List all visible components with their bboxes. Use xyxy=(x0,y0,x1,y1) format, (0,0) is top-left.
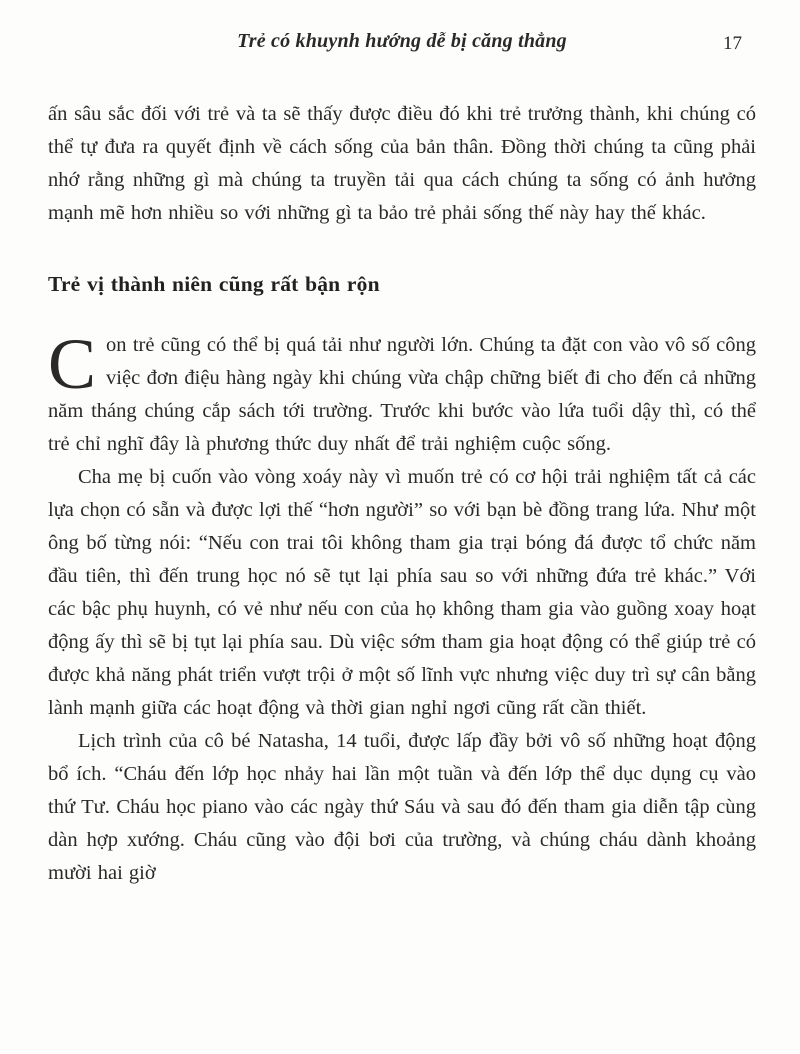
section-heading: Trẻ vị thành niên cũng rất bận rộn xyxy=(48,272,380,296)
drop-cap-letter: C xyxy=(48,324,97,404)
running-title: Trẻ có khuynh hướng dễ bị căng thẳng xyxy=(237,30,567,52)
paragraph: Cha mẹ bị cuốn vào vòng xoáy này vì muốn trẻ có cơ hội trải nghiệm tất cả các lựa chọn có sẵn và được lợi thế “hơn người” so với bạn bè đồng trang lứa. Như một ông bố từng nói: “Nếu con trai tôi không tham gia trại bóng đá được tổ chức năm đầu tiên, thì đến trung học nó sẽ tụt lại phía sau so với những đứa trẻ khác.” Với các bậc phụ huynh, có vẻ như nếu con của họ không tham gia vào guồng xoay hoạt động ấy thì sẽ bị tụt lại phía sau. Dù việc sớm tham gia hoạt động có thể giúp trẻ có được khả năng phát triển vượt trội ở một số lĩnh vực nhưng việc duy trì sự cân bằng lành mạnh giữa các hoạt động và thời gian nghỉ ngơi cũng rất cần thiết. xyxy=(48,466,756,719)
page-header xyxy=(48,30,756,64)
paragraph: Lịch trình của cô bé Natasha, 14 tuổi, được lấp đầy bởi vô số những hoạt động bổ ích. “Cháu đến lớp học nhảy hai lần một tuần và đến lớp thể dục dụng cụ vào thứ Tư. Cháu học piano vào các ngày thứ Sáu và sau đó đến tham gia diễn tập cùng dàn hợp xướng. Cháu cũng vào đội bơi của trường, và chúng cháu dành khoảng mười hai giờ xyxy=(48,730,756,884)
page-body xyxy=(48,98,756,890)
paragraph-dropcap xyxy=(48,324,756,461)
paragraph-text: on trẻ cũng có thể bị quá tải như người lớn. Chúng ta đặt con vào vô số công việc đơn điệu hàng ngày khi chúng vừa chập chững biết đi cho đến cả những năm tháng chúng cắp sách tới trường. Trước khi bước vào lứa tuổi dậy thì, có thể trẻ chỉ nghĩ đây là phương thức duy nhất để trải nghiệm cuộc sống. xyxy=(48,334,756,455)
page-number: 17 xyxy=(723,33,742,54)
paragraph-continuation: ấn sâu sắc đối với trẻ và ta sẽ thấy được điều đó khi trẻ trưởng thành, khi chúng có thể tự đưa ra quyết định về cách sống của bản thân. Đồng thời chúng ta cũng phải nhớ rằng những gì mà chúng ta truyền tải qua cách chúng ta sống có ảnh hưởng mạnh mẽ hơn nhiều so với những gì ta bảo trẻ phải sống thế này hay thế khác. xyxy=(48,103,756,224)
